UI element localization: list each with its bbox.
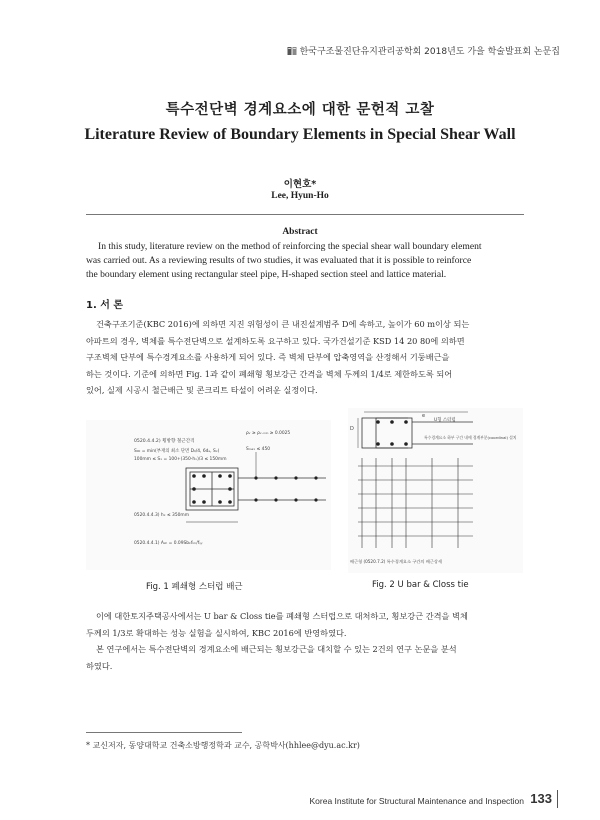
abstract-line: was carried out. As a reviewing results of two studies, it was evaluated that it is possible to reinforce	[86, 255, 472, 266]
paragraph-line: 건축구조기준(KBC 2016)에 의하면 지진 위험성이 큰 내진설계범주 D에 속하고, 높이가 60 m이상 되는	[96, 319, 470, 329]
paper-title-korean: 특수전단벽 경계요소에 대한 문헌적 고찰	[165, 102, 435, 118]
paragraph-line: 하는 것이다. 기준에 의하면 Fig. 1과 같이 폐쇄형 횡보강근 간격을 벽체 두께의 1/4로 제한하도록 되어	[86, 368, 453, 379]
fig1-rho-label: ρᵥ ≥ ρᵥ.ₘᵢₙ ≥ 0.0025	[246, 431, 291, 436]
author-name-english: Lee, Hyun-Ho	[271, 191, 329, 201]
figure-2-caption: Fig. 2 U bar & Closs tie	[372, 580, 469, 590]
fig1-ash-label: 0520.4.4.1) Aₛₕ = 0.09Sbₖfₖₖ/fᵧᵧ	[134, 541, 203, 546]
footer-institute: Korea Institute for Structural Maintenance and Inspection	[309, 796, 524, 806]
section-heading: 1. 서 론	[86, 300, 124, 311]
paragraph-line: 구조벽체 단부에 특수경계요소를 사용하게 되어 있다. 즉 벽체 단부에 압축영역을 산정해서 기둥배근을	[86, 352, 450, 363]
paragraph-line: 아파트의 경우, 벽체를 특수전단벽으로 설계하도록 요구하고 있다. 국가건설기준 KSD 14 20 80에 의하면	[86, 335, 465, 346]
fig2-dim-e: e	[422, 413, 426, 419]
paper-title-english: Literature Review of Boundary Elements in Special Shear Wall	[84, 126, 516, 143]
second-paragraph	[86, 608, 526, 674]
paragraph-line: 본 연구에서는 특수전단벽의 경계요소에 배근되는 횡보강근을 대치할 수 있는 2건의 연구 논문을 분석	[96, 644, 457, 655]
abstract-heading: Abstract	[282, 227, 318, 237]
paragraph-line: 있어, 실제 시공시 철근배근 및 콘크리트 타설이 어려운 실정이다.	[86, 385, 318, 396]
fig2-ubar-label: U형 스터럽	[434, 418, 456, 423]
introduction-paragraph	[86, 316, 526, 399]
fig1-hx-label: 0520.4.4.3) hₓ ≤ 350mm	[134, 513, 189, 518]
paragraph-line: 이에 대한토지주택공사에서는 U bar & Closs tie를 폐쇄형 스터럽으로 대처하고, 횡보강근 간격을 벽체	[96, 611, 468, 621]
page-number: 133	[530, 791, 552, 806]
page-divider	[557, 790, 558, 808]
abstract-divider	[86, 214, 524, 215]
abstract-line: the boundary element using rectangular steel pipe, H-shaped section steel and lattice material.	[86, 269, 447, 280]
paragraph-line: 두께의 1/3로 확대하는 성능 실험을 실시하여, KBC 2016에 반영하였다.	[86, 627, 347, 638]
book-icon	[287, 46, 297, 56]
fig2-bottom-label: 배근형 (0520.7.2) 특수경계요소 구간의 배근상세	[350, 559, 442, 564]
fig1-smax-label: Sₘₐₓ ≤ 450	[246, 447, 271, 452]
figure-1-stirrup-diagram	[86, 420, 331, 570]
abstract-line: In this study, literature review on the method of reinforcing the special shear wall boundary element	[98, 241, 482, 252]
fig1-formula-1: S₀₀ = min(부재의 최소 단면 D₀/4, 6dₐ, Sₓ)	[134, 449, 220, 454]
fig1-formula-2: 100mm ≤ Sₓ = 100+(350-hₓ)/3 ≤ 150mm	[134, 457, 227, 462]
abstract-body	[86, 240, 524, 282]
fig1-section-ref: 0520.4.4.2) 횡방향 철근간격	[134, 439, 195, 444]
fig2-dim-d: D	[350, 426, 354, 432]
journal-header	[287, 44, 560, 57]
journal-title: 한국구조물진단유지관리공학회 2018년도 가을 학술발표회 논문집	[299, 47, 560, 57]
footnote-divider	[86, 732, 242, 733]
footnote: * 교신저자, 동양대학교 건축소방행정학과 교수, 공학박사(hhlee@dyu.ac.kr)	[86, 741, 360, 750]
paragraph-line: 하였다.	[86, 660, 113, 671]
figure-2-ubar-diagram	[348, 408, 523, 573]
author-name-korean: 이현호*	[283, 179, 317, 190]
figure-1-caption: Fig. 1 폐쇄형 스터럽 배근	[146, 582, 243, 592]
fig2-special-label: 특수경계요소 하부 구간 내에 경계부분(coordinal) 설치	[424, 435, 517, 440]
